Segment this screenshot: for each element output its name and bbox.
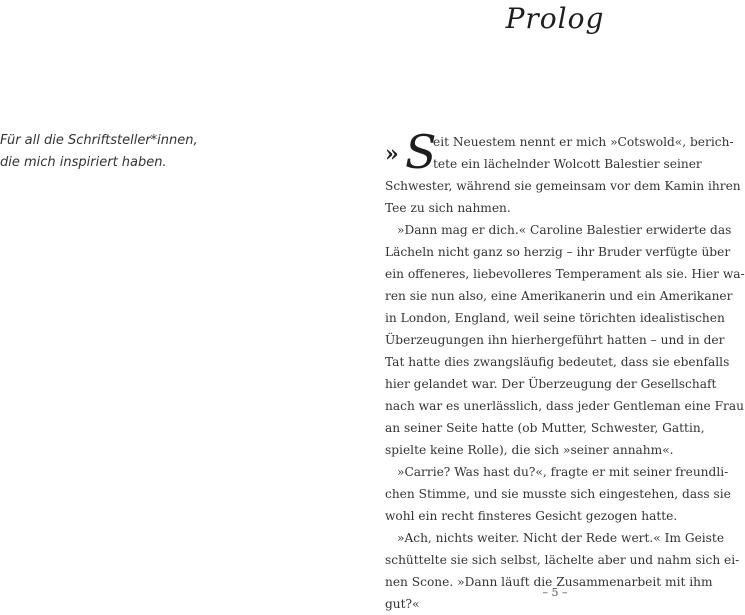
chapter-title: Prolog [505,2,605,35]
text-line: tete ein lächelnder Wolcott Balestier seiner [433,157,702,171]
text-line: schüttelte sie sich selbst, lächelte aber und nahm sich ei- [385,553,740,567]
text-line: »Dann mag er dich.« Caroline Balestier erwiderte das [397,223,732,237]
text-line: ein offeneres, liebevolleres Temperament als sie. Hier wa- [385,267,745,281]
text-line: »Carrie? Was hast du?«, fragte er mit seiner freundli- [397,465,729,479]
text-line: nen Scone. »Dann läuft die Zusammenarbeit mit ihm [385,575,713,589]
text-line: »Ach, nichts weiter. Nicht der Rede wert.« Im Geiste [397,531,725,545]
chapter-opener [385,125,734,179]
dedication-line: die mich inspiriert haben. [0,155,167,170]
text-line: spielte keine Rolle), die sich »seiner annahm«. [385,443,674,457]
text-line: hier gelandet war. Der Überzeugung der Gesellschaft [385,377,717,391]
text-line: Tee zu sich nahmen. [385,201,511,215]
page-number: – 5 – [542,586,568,599]
text-line: ren sie nun also, eine Amerikanerin und ein Amerikaner [385,289,733,303]
text-line: an seiner Seite hatte (ob Mutter, Schwester, Gattin, [385,421,705,435]
text-line: wohl ein recht finsteres Gesicht gezogen hatte. [385,509,678,523]
text-line: Schwester, während sie gemeinsam vor dem Kamin ihren [385,179,741,193]
text-line: Lächeln nicht ganz so herzig – ihr Bruder verfügte über [385,245,731,259]
dedication-line: Für all die Schriftsteller*innen, [0,133,198,148]
text-line: in London, England, weil seine törichten idealistischen [385,311,725,325]
body-text [385,125,745,615]
text-line: nach war es unerlässlich, dass jeder Gentleman eine Frau [385,399,744,413]
dedication [0,130,198,174]
text-line: Überzeugungen ihn hierhergeführt hatten – und in der [385,333,725,347]
opening-guillemet: » [385,141,399,167]
paragraphs [385,175,745,615]
text-line: chen Stimme, und sie musste sich eingestehen, dass sie [385,487,731,501]
text-line: gut?« [385,597,420,611]
drop-cap: S [405,125,437,179]
text-line: eit Neuestem nennt er mich »Cotswold«, berich- [433,135,734,149]
text-line: Tat hatte dies zwangsläufig bedeutet, dass sie ebenfalls [385,355,730,369]
